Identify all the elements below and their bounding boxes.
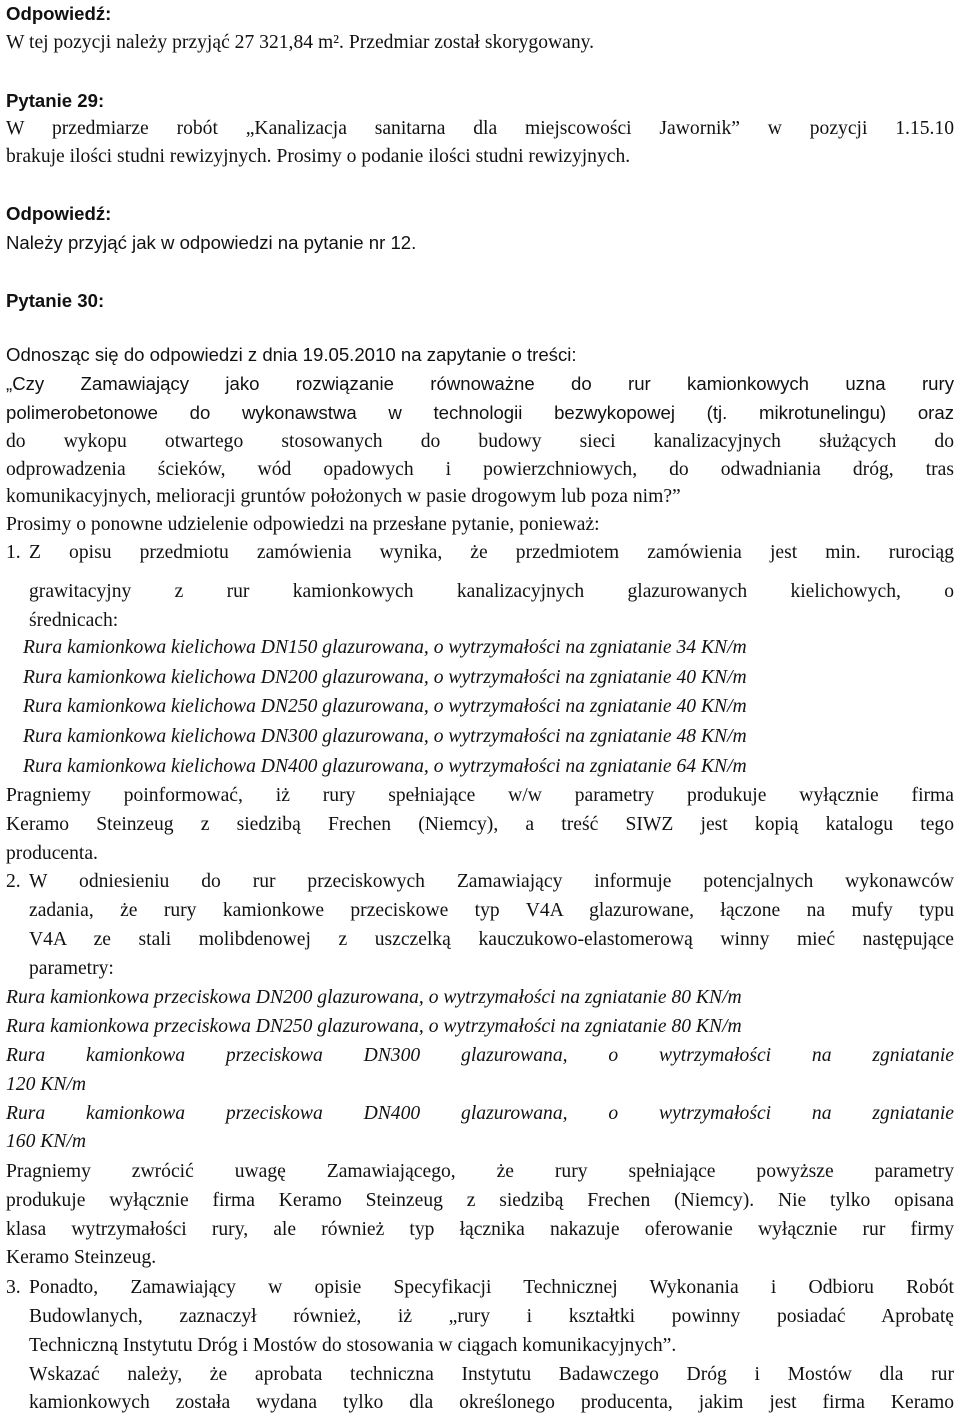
point-1-after-line: Pragniemy poinformować, iż rury spełniające w/w parametry produkuje wyłącznie firma bbox=[6, 785, 954, 806]
point-3-line: Ponadto, Zamawiający w opisie Specyfikacji Technicznej Wykonania i Odbioru Robót bbox=[29, 1277, 954, 1298]
point-1-after-line: producenta. bbox=[6, 843, 98, 864]
pipe-spec-line: Rura kamionkowa kielichowa DN300 glazurowana, o wytrzymałości na zgniatanie 48 KN/m bbox=[23, 726, 747, 747]
point-2-after-line: Pragniemy zwrócić uwagę Zamawiającego, że rury spełniające powyższe parametry bbox=[6, 1161, 954, 1182]
pipe-spec-line: 160 KN/m bbox=[6, 1131, 87, 1152]
question-30-heading: Pytanie 30: bbox=[6, 290, 105, 311]
point-2-after-line: produkuje wyłącznie firma Keramo Steinzeug z siedzibą Frechen (Niemcy). Nie tylko opisana bbox=[6, 1190, 954, 1211]
answer-28-text: W tej pozycji należy przyjąć 27 321,84 m². Przedmiar został skorygowany. bbox=[6, 32, 595, 53]
pipe-spec-line: Rura kamionkowa przeciskowa DN250 glazurowana, o wytrzymałości na zgniatanie 80 KN/m bbox=[6, 1016, 742, 1037]
point-2-line: zadania, że rury kamionkowe przeciskowe typ V4A glazurowane, łączone na mufy typu bbox=[29, 900, 954, 921]
point-1-line: grawitacyjny z rur kamionkowych kanalizacyjnych glazurowanych kielichowych, o bbox=[29, 581, 954, 602]
question-30-request: Prosimy o ponowne udzielenie odpowiedzi na przesłane pytanie, ponieważ: bbox=[6, 514, 600, 535]
question-29-heading: Pytanie 29: bbox=[6, 90, 105, 111]
point-1-after-line: Keramo Steinzeug z siedzibą Frechen (Niemcy), a treść SIWZ jest kopią katalogu tego bbox=[6, 814, 954, 835]
point-3-line: Techniczną Instytutu Dróg i Mostów do stosowania w ciągach komunikacyjnych”. bbox=[29, 1335, 677, 1356]
point-2-number: 2. bbox=[6, 871, 21, 892]
question-30-intro: Odnosząc się do odpowiedzi z dnia 19.05.2010 na zapytanie o treści: bbox=[6, 344, 577, 365]
point-1-line: średnicach: bbox=[29, 610, 119, 631]
point-3-line: kamionkowych została wydana tylko dla określonego producenta, jakim jest firma Keramo bbox=[29, 1392, 954, 1413]
question-30-quote-line: polimerobetonowe do wykonawstwa w technologii bezwykopowej (tj. mikrotunelingu) oraz bbox=[6, 402, 954, 423]
pipe-spec-line: Rura kamionkowa kielichowa DN200 glazurowana, o wytrzymałości na zgniatanie 40 KN/m bbox=[23, 667, 747, 688]
point-3-line: Wskazać należy, że aprobata techniczna Instytutu Badawczego Dróg i Mostów dla rur bbox=[29, 1364, 954, 1385]
pipe-spec-line: Rura kamionkowa kielichowa DN150 glazurowana, o wytrzymałości na zgniatanie 34 KN/m bbox=[23, 637, 747, 658]
question-30-quote-line: do wykopu otwartego stosowanych do budowy sieci kanalizacyjnych służących do bbox=[6, 431, 954, 452]
question-30-quote-line: komunikacyjnych, melioracji gruntów położonych w pasie drogowym lub poza nim?” bbox=[6, 486, 681, 507]
question-30-quote-line: odprowadzenia ścieków, wód opadowych i powierzchniowych, do odwadniania dróg, tras bbox=[6, 459, 954, 480]
pipe-spec-line: 120 KN/m bbox=[6, 1074, 87, 1095]
answer-29-text: Należy przyjąć jak w odpowiedzi na pytanie nr 12. bbox=[6, 232, 417, 253]
pipe-spec-line: Rura kamionkowa przeciskowa DN200 glazurowana, o wytrzymałości na zgniatanie 80 KN/m bbox=[6, 987, 742, 1008]
answer-28-heading: Odpowiedź: bbox=[6, 3, 112, 24]
point-1-number: 1. bbox=[6, 542, 21, 563]
point-3-line: Budowlanych, zaznaczył również, iż „rury i kształtki powinny posiadać Aprobatę bbox=[29, 1306, 954, 1327]
point-2-after-line: Keramo Steinzeug. bbox=[6, 1247, 157, 1268]
point-2-after-line: klasa wytrzymałości rury, ale również typ łącznika nakazuje oferowanie wyłącznie rur firmy bbox=[6, 1219, 954, 1240]
pipe-spec-line: Rura kamionkowa przeciskowa DN400 glazurowana, o wytrzymałości na zgniatanie bbox=[6, 1103, 954, 1124]
answer-29-heading: Odpowiedź: bbox=[6, 203, 112, 224]
pipe-spec-line: Rura kamionkowa przeciskowa DN300 glazurowana, o wytrzymałości na zgniatanie bbox=[6, 1045, 954, 1066]
point-1-line: Z opisu przedmiotu zamówienia wynika, że przedmiotem zamówienia jest min. rurociąg bbox=[29, 542, 954, 563]
point-2-line: W odniesieniu do rur przeciskowych Zamawiający informuje potencjalnych wykonawców bbox=[29, 871, 954, 892]
pipe-spec-line: Rura kamionkowa kielichowa DN400 glazurowana, o wytrzymałości na zgniatanie 64 KN/m bbox=[23, 756, 747, 777]
point-2-line: V4A ze stali molibdenowej z uszczelką kauczukowo-elastomerową winny mieć następujące bbox=[29, 929, 954, 950]
question-29-line: W przedmiarze robót „Kanalizacja sanitarna dla miejscowości Jawornik” w pozycji 1.15.10 bbox=[6, 118, 954, 139]
pipe-spec-line: Rura kamionkowa kielichowa DN250 glazurowana, o wytrzymałości na zgniatanie 40 KN/m bbox=[23, 696, 747, 717]
point-2-line: parametry: bbox=[29, 958, 114, 979]
question-30-quote-line: „Czy Zamawiający jako rozwiązanie równoważne do rur kamionkowych uzna rury bbox=[6, 373, 954, 394]
question-29-line: brakuje ilości studni rewizyjnych. Prosimy o podanie ilości studni rewizyjnych. bbox=[6, 146, 631, 167]
point-3-number: 3. bbox=[6, 1277, 21, 1298]
